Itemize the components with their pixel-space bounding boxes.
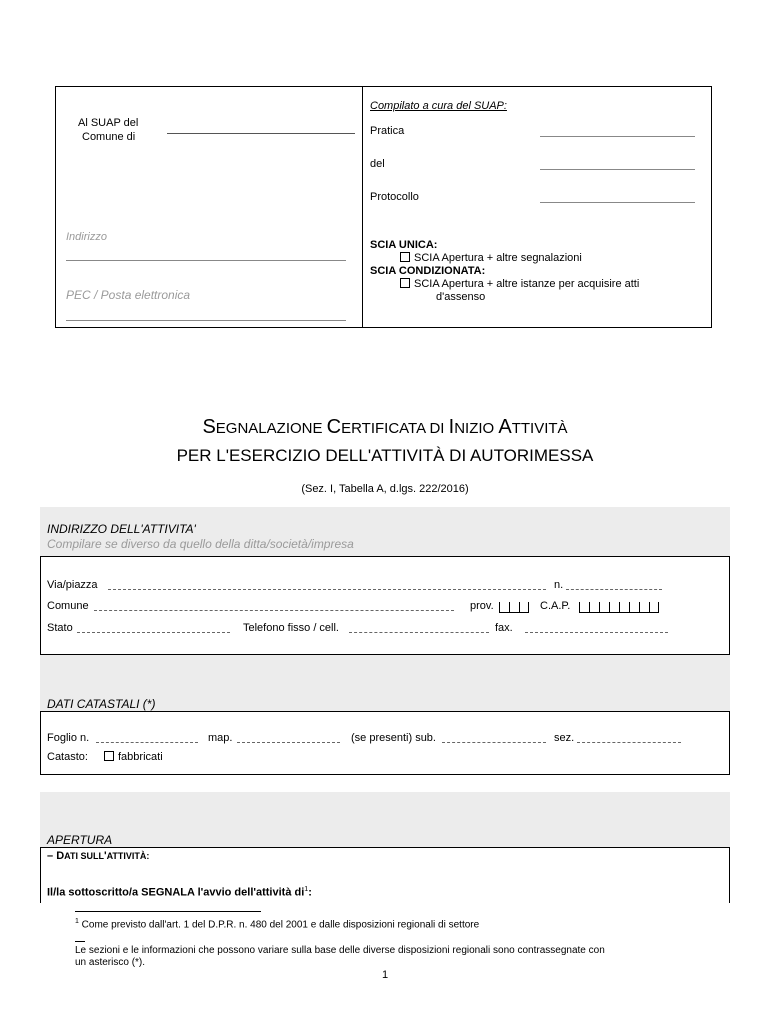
map-field[interactable] [237, 742, 340, 743]
indirizzo-section-heading: INDIRIZZO DELL'ATTIVITA' [47, 522, 196, 536]
pec-field[interactable] [66, 320, 346, 321]
header-divider [362, 86, 363, 328]
stato-field[interactable] [77, 632, 230, 633]
scia-unica-checkbox[interactable] [400, 252, 410, 262]
document-title-line1: SEGNALAZIONE CERTIFICATA DI INIZIO ATTIVITÀ [202, 416, 568, 438]
stato-label: Stato [47, 622, 73, 634]
fax-field[interactable] [525, 632, 668, 633]
foglio-label: Foglio n. [47, 732, 90, 744]
compilato-label: Compilato a cura del SUAP: [370, 100, 507, 112]
protocollo-label: Protocollo [370, 191, 419, 203]
telefono-field[interactable] [349, 632, 489, 633]
sez-field[interactable] [577, 742, 681, 743]
catasto-label: Catasto: [47, 751, 88, 763]
footnote-2-line2: un asterisco (*). [75, 957, 146, 968]
fabbricati-label: fabbricati [118, 751, 163, 763]
sub-label: (se presenti) sub. [351, 732, 436, 744]
del-field[interactable] [540, 169, 695, 170]
scia-unica-label: SCIA UNICA: [370, 239, 438, 251]
apertura-section-band [40, 792, 730, 847]
pec-label: PEC / Posta elettronica [66, 288, 191, 302]
cap-comb-field[interactable] [579, 601, 659, 613]
footnote-2-line1: Le sezioni e le informazioni che possono variare sulla base delle diverse disposizioni regionali sono contrassegnate con [75, 945, 605, 956]
fax-label: fax. [495, 622, 513, 634]
page-number: 1 [382, 969, 389, 981]
fabbricati-checkbox[interactable] [104, 751, 114, 761]
prov-label: prov. [470, 600, 494, 612]
indirizzo-label: Indirizzo [66, 231, 107, 243]
catastali-heading: DATI CATASTALI (*) [47, 697, 156, 711]
legal-reference: (Sez. I, Tabella A, d.lgs. 222/2016) [301, 483, 469, 495]
numero-label: n. [554, 579, 564, 591]
scia-condizionata-option-label: SCIA Apertura + altre istanze per acquisire atti [414, 278, 640, 290]
pratica-field[interactable] [540, 136, 695, 137]
comune-field[interactable] [167, 133, 355, 134]
comune-label: Comune [47, 600, 89, 612]
segnala-statement: Il/la sottoscritto/a SEGNALA l'avvio dell'attività $di^1$: [47, 886, 312, 899]
scia-condizionata-label: SCIA CONDIZIONATA: [370, 265, 486, 277]
footnote-1: $^1$ Come previsto dall'art. 1 del D.P.R. n. 480 del 2001 e dalle disposizioni regionali di settore [75, 918, 480, 931]
suap-label-line2: Comune di [82, 131, 136, 143]
scia-condizionata-option[interactable] [400, 278, 639, 290]
scia-condizionata-option-line2: d'assenso [436, 291, 486, 303]
indirizzo-section-subheading: Compilare se diverso da quello della ditta/società/impresa [47, 537, 354, 551]
del-label: del [370, 158, 385, 170]
footnote-rule [75, 911, 261, 912]
protocollo-field[interactable] [540, 202, 695, 203]
scia-unica-option-label: SCIA Apertura + altre segnalazioni [414, 252, 582, 264]
cap-label: C.A.P. [540, 600, 571, 612]
fabbricati-option[interactable] [104, 751, 163, 763]
telefono-label: Telefono fisso / cell. [243, 622, 339, 634]
sub-field[interactable] [442, 742, 546, 743]
pratica-label: Pratica [370, 125, 405, 137]
dati-attivita-label: – DATI SULL'ATTIVITÀ: [47, 850, 150, 862]
sez-label: sez. [554, 732, 575, 744]
numero-field[interactable] [566, 589, 662, 590]
prov-comb-field[interactable] [499, 601, 529, 613]
document-title-line2: PER L'ESERCIZIO DELL'ATTIVITÀ DI AUTORIMESSA [176, 446, 594, 465]
via-field[interactable] [108, 589, 546, 590]
apertura-heading: APERTURA [47, 833, 113, 847]
scia-unica-option[interactable] [400, 252, 582, 264]
comune-address-field[interactable] [94, 610, 454, 611]
foglio-field[interactable] [96, 742, 198, 743]
indirizzo-field[interactable] [66, 260, 346, 261]
via-label: Via/piazza [47, 579, 98, 591]
suap-label-line1: Al SUAP del [78, 117, 139, 129]
map-label: map. [208, 732, 233, 744]
scia-condizionata-checkbox[interactable] [400, 278, 410, 288]
footnote-separator [75, 941, 85, 942]
